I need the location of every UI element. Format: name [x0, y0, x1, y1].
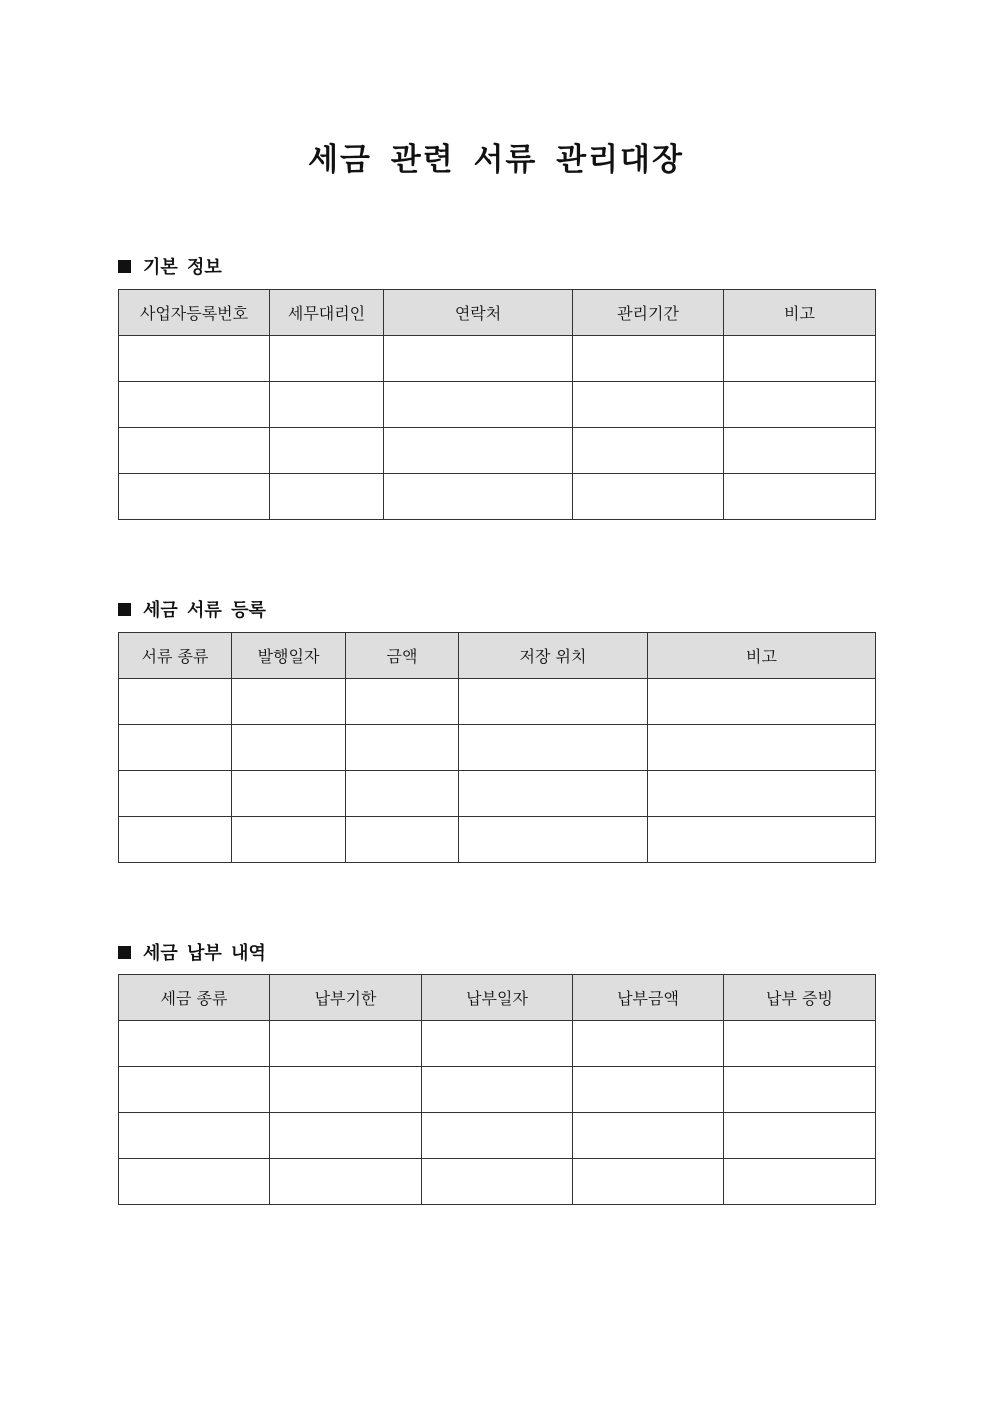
table-cell[interactable] — [724, 336, 876, 382]
table-cell[interactable] — [724, 382, 876, 428]
table-header-row — [119, 975, 876, 1021]
column-header: 서류 종류 — [119, 633, 232, 679]
square-bullet-icon — [118, 603, 131, 616]
column-header: 납부일자 — [422, 975, 573, 1021]
table-cell[interactable] — [346, 725, 459, 771]
table-cell[interactable] — [573, 1021, 724, 1067]
table-cell[interactable] — [724, 1021, 876, 1067]
table-cell[interactable] — [573, 474, 724, 520]
column-header: 비고 — [648, 633, 876, 679]
table-cell[interactable] — [119, 725, 232, 771]
table-row — [119, 1021, 876, 1067]
column-header: 연락처 — [384, 290, 573, 336]
table-cell[interactable] — [573, 382, 724, 428]
table-row — [119, 679, 876, 725]
column-header: 관리기간 — [573, 290, 724, 336]
table-cell[interactable] — [573, 428, 724, 474]
table-row — [119, 474, 876, 520]
table-row — [119, 1067, 876, 1113]
column-header: 발행일자 — [232, 633, 346, 679]
table-cell[interactable] — [270, 474, 384, 520]
column-header: 금액 — [346, 633, 459, 679]
column-header: 세무대리인 — [270, 290, 384, 336]
table-cell[interactable] — [346, 817, 459, 863]
document-registration-table — [118, 632, 876, 863]
table-cell[interactable] — [459, 725, 648, 771]
section-heading-basic-info — [118, 253, 222, 279]
table-cell[interactable] — [270, 1113, 422, 1159]
table-row — [119, 382, 876, 428]
table-cell[interactable] — [648, 725, 876, 771]
table-cell[interactable] — [270, 1021, 422, 1067]
table-cell[interactable] — [346, 679, 459, 725]
table-row — [119, 725, 876, 771]
table-cell[interactable] — [573, 1159, 724, 1205]
table-cell[interactable] — [270, 1067, 422, 1113]
table-cell[interactable] — [573, 1113, 724, 1159]
table-cell[interactable] — [724, 474, 876, 520]
table-cell[interactable] — [459, 771, 648, 817]
column-header: 비고 — [724, 290, 876, 336]
table-cell[interactable] — [422, 1159, 573, 1205]
table-cell[interactable] — [119, 1113, 270, 1159]
table-cell[interactable] — [119, 1159, 270, 1205]
basic-info-table — [118, 289, 876, 520]
table-row — [119, 1159, 876, 1205]
table-cell[interactable] — [119, 1021, 270, 1067]
table-cell[interactable] — [119, 428, 270, 474]
column-header: 사업자등록번호 — [119, 290, 270, 336]
column-header: 세금 종류 — [119, 975, 270, 1021]
table-row — [119, 817, 876, 863]
table-cell[interactable] — [724, 1113, 876, 1159]
section-heading-label: 기본 정보 — [143, 257, 222, 278]
table-cell[interactable] — [119, 1067, 270, 1113]
payment-history-table — [118, 974, 876, 1205]
table-cell[interactable] — [270, 428, 384, 474]
table-cell[interactable] — [232, 679, 346, 725]
table-header-row — [119, 290, 876, 336]
table-cell[interactable] — [422, 1067, 573, 1113]
table-cell[interactable] — [422, 1021, 573, 1067]
table-cell[interactable] — [648, 771, 876, 817]
table-cell[interactable] — [232, 771, 346, 817]
table-cell[interactable] — [384, 428, 573, 474]
table-cell[interactable] — [119, 474, 270, 520]
table-row — [119, 336, 876, 382]
table-row — [119, 1113, 876, 1159]
table-cell[interactable] — [270, 336, 384, 382]
table-cell[interactable] — [724, 1067, 876, 1113]
section-heading-label: 세금 서류 등록 — [143, 600, 266, 621]
table-cell[interactable] — [384, 382, 573, 428]
section-heading-payment-history — [118, 939, 266, 965]
table-cell[interactable] — [232, 725, 346, 771]
square-bullet-icon — [118, 260, 131, 273]
table-cell[interactable] — [119, 382, 270, 428]
page-title: 세금 관련 서류 관리대장 — [308, 142, 684, 178]
column-header: 저장 위치 — [459, 633, 648, 679]
table-cell[interactable] — [724, 428, 876, 474]
column-header: 납부기한 — [270, 975, 422, 1021]
table-cell[interactable] — [232, 817, 346, 863]
table-header-row — [119, 633, 876, 679]
column-header: 납부금액 — [573, 975, 724, 1021]
table-cell[interactable] — [119, 817, 232, 863]
section-heading-label: 세금 납부 내역 — [143, 943, 266, 964]
table-cell[interactable] — [384, 336, 573, 382]
table-cell[interactable] — [119, 336, 270, 382]
table-cell[interactable] — [573, 336, 724, 382]
table-cell[interactable] — [573, 1067, 724, 1113]
table-cell[interactable] — [459, 817, 648, 863]
table-cell[interactable] — [119, 679, 232, 725]
table-cell[interactable] — [119, 771, 232, 817]
table-cell[interactable] — [384, 474, 573, 520]
table-cell[interactable] — [270, 1159, 422, 1205]
table-row — [119, 771, 876, 817]
table-row — [119, 428, 876, 474]
table-cell[interactable] — [346, 771, 459, 817]
square-bullet-icon — [118, 946, 131, 959]
section-heading-document-registration — [118, 596, 266, 622]
table-cell[interactable] — [459, 679, 648, 725]
table-cell[interactable] — [648, 679, 876, 725]
table-cell[interactable] — [422, 1113, 573, 1159]
table-cell[interactable] — [270, 382, 384, 428]
table-cell[interactable] — [648, 817, 876, 863]
table-cell[interactable] — [724, 1159, 876, 1205]
column-header: 납부 증빙 — [724, 975, 876, 1021]
